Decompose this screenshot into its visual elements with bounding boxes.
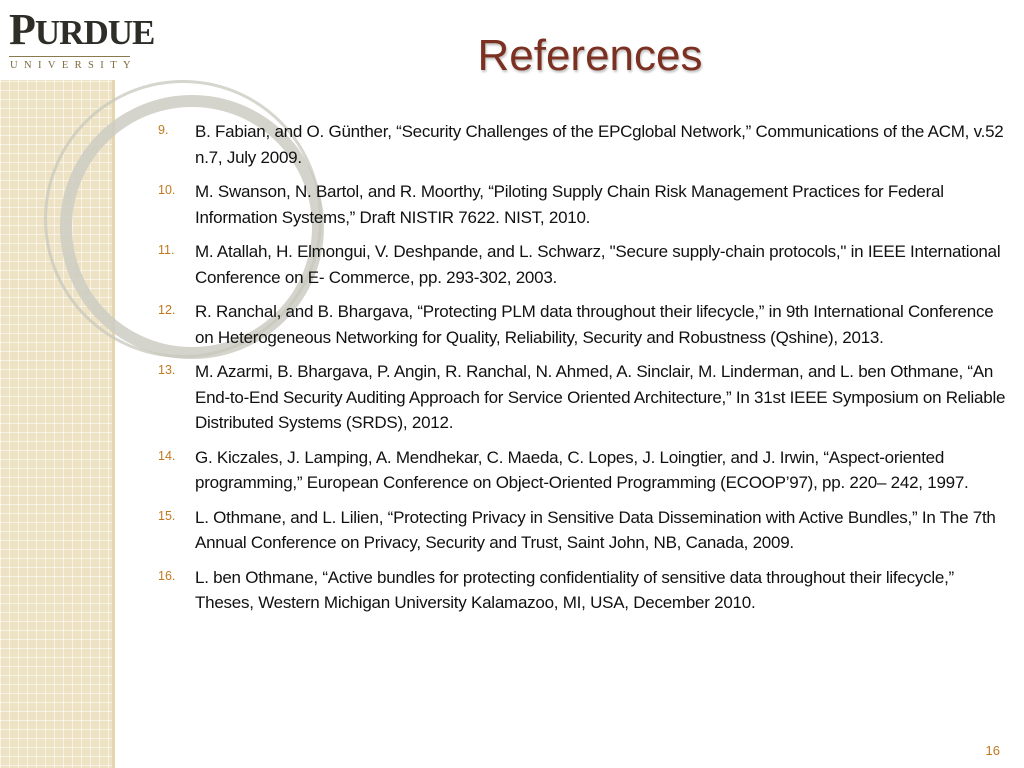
reference-text: L. Othmane, and L. Lilien, “Protecting Privacy in Sensitive Data Dissemination with Active Bundles,” In The 7th Annual Conference on Privacy, Security and Trust, Saint John, NB, Canada, 2009. bbox=[195, 507, 996, 552]
reference-text: M. Azarmi, B. Bhargava, P. Angin, R. Ranchal, N. Ahmed, A. Sinclair, M. Linderman, and L. ben Othmane, “An End-to-End Security Auditing Approach for Service Oriented Architecture,” In 31st IEEE Symposium on Reliable Distributed Systems (SRDS), 2012. bbox=[195, 362, 1006, 432]
reference-item bbox=[158, 179, 1014, 230]
reference-item bbox=[158, 565, 1014, 616]
reference-list bbox=[158, 119, 1014, 625]
logo-wordmark: PURDUE bbox=[9, 5, 155, 54]
reference-item bbox=[158, 505, 1014, 556]
purdue-logo bbox=[0, 0, 155, 80]
reference-number: 15. bbox=[158, 508, 176, 523]
reference-text: R. Ranchal, and B. Bhargava, “Protecting PLM data throughout their lifecycle,” in 9th International Conference on Heterogeneous Networking for Quality, Reliability, Security and Robustness (Qshine), 2013. bbox=[195, 302, 994, 347]
reference-text: M. Swanson, N. Bartol, and R. Moorthy, “Piloting Supply Chain Risk Management Practices for Federal Information Systems,” Draft NISTIR 7622. NIST, 2010. bbox=[195, 182, 944, 227]
reference-item bbox=[158, 445, 1014, 496]
reference-item bbox=[158, 239, 1014, 290]
page-number: 16 bbox=[985, 743, 1000, 758]
slide-title: References bbox=[477, 31, 703, 80]
reference-item bbox=[158, 359, 1014, 436]
reference-number: 13. bbox=[158, 363, 176, 377]
reference-number: 16. bbox=[158, 568, 176, 583]
reference-text: L. ben Othmane, “Active bundles for protecting confidentiality of sensitive data throughout their lifecycle,” Theses, Western Michigan University Kalamazoo, MI, USA, December 2010. bbox=[195, 567, 954, 612]
reference-text: G. Kiczales, J. Lamping, A. Mendhekar, C. Maeda, C. Lopes, J. Loingtier, and J. Irwin, “Aspect-oriented programming,” European Conference on Object-Oriented Programming (ECOOP’97), pp. 220– 242, 1997. bbox=[195, 447, 969, 492]
reference-number: 11. bbox=[158, 243, 175, 257]
reference-text: M. Atallah, H. Elmongui, V. Deshpande, and L. Schwarz, "Secure supply-chain protocols," in IEEE International Conference on E- Commerce, pp. 293-302, 2003. bbox=[195, 242, 1001, 287]
reference-number: 10. bbox=[158, 183, 176, 197]
reference-text: B. Fabian, and O. Günther, “Security Challenges of the EPCglobal Network,” Communications of the ACM, v.52 n.7, July 2009. bbox=[195, 122, 1004, 167]
reference-number: 14. bbox=[158, 448, 176, 463]
reference-item bbox=[158, 299, 1014, 350]
logo-rule bbox=[9, 56, 130, 57]
logo-subtitle: UNIVERSITY bbox=[10, 60, 137, 71]
reference-number: 9. bbox=[158, 123, 169, 137]
reference-number: 12. bbox=[158, 303, 176, 317]
reference-item bbox=[158, 119, 1014, 170]
